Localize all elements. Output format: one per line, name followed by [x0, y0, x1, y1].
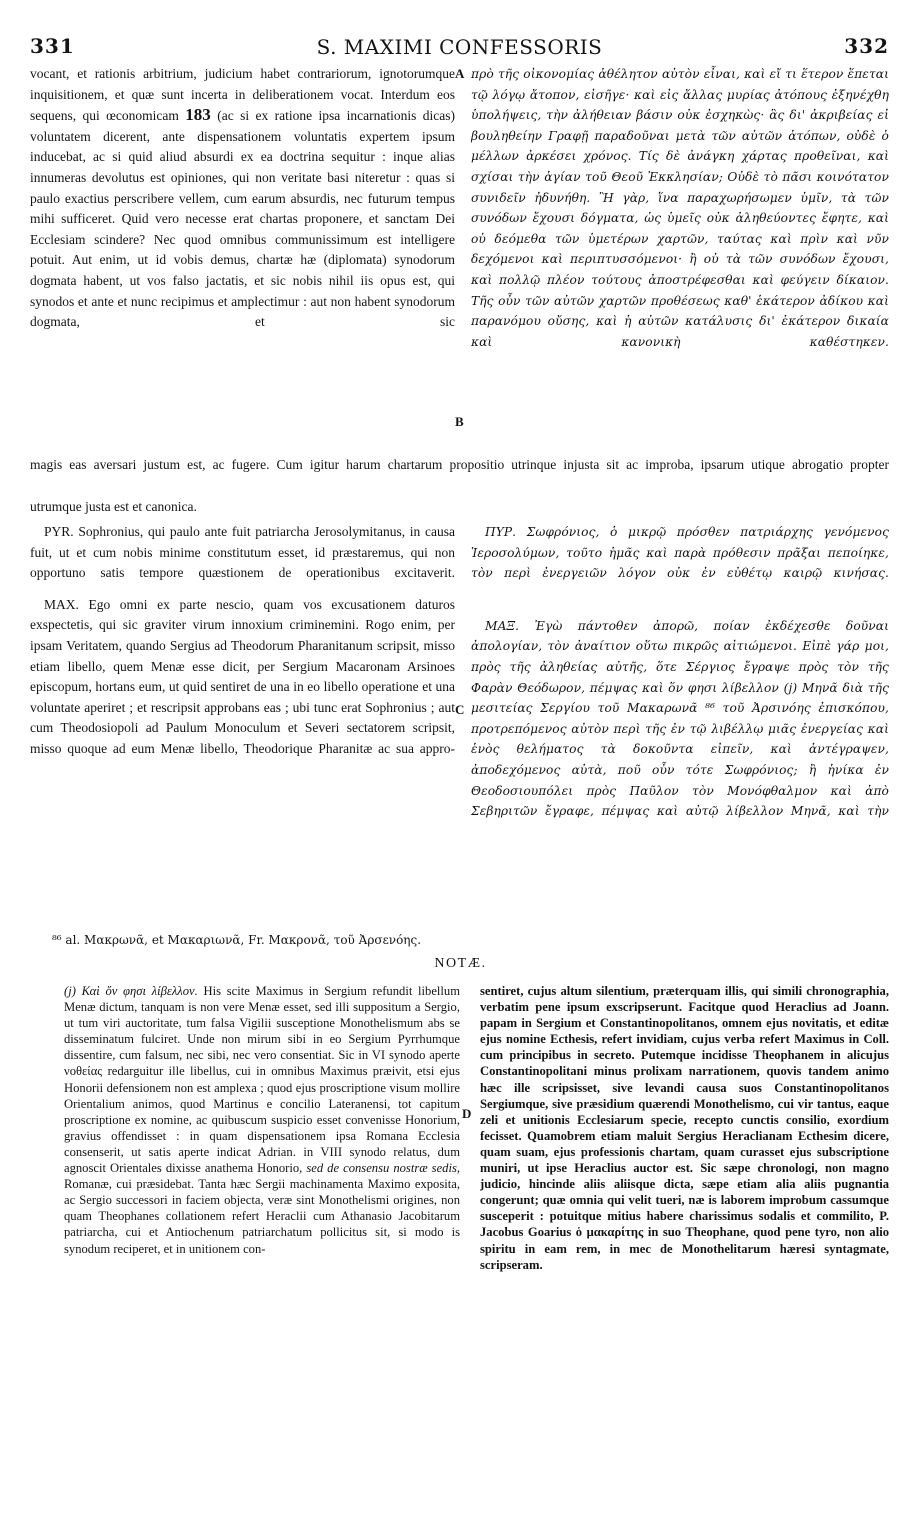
greek-paragraph-max: ΜΑΞ. Ἐγὼ πάντοθεν ἀπορῶ, ποίαν ἐκδέχεσθε δοῦναι ἀπολογίαν, τὸν ἀναίτιον οὕτω πικρῶς αἰτιώμενοι. Εἰπὲ γάρ μοι, πρὸς τῆς ἀληθείας αὐτῆς, ὅτε Σέργιος ἔγραψε πρὸς τὸν τῆς Φαρὰν Θεόδωρον, πέμψας καὶ ὅν φησι λίβελλον (j) Μηνᾶ διὰ τῆς μεσιτείας Σεργίου τοῦ Μακαρωνᾶ ⁸⁶ τοῦ Ἀρσινόης ἐπισκόπου, προτρεπόμενος αὐτὸν περὶ τῆς ἐν τῷ λιβέλλῳ μιᾶς ἐνεργείας καὶ ἑνὸς θελήματος τὰ δοκοῦντα εἰπεῖν, καὶ ἀντέγραψεν, ἀποδεχόμενος αὐτὰ, ποῦ οὖν τότε Σωφρόνιος; ἢ ἡνίκα ἐν Θεοδοσιουπόλει πρὸς Παῦλον τὸν Μονόφθαλμον καὶ ἀπὸ Σεβηριτῶν ἔγραφε, πέμψας καὶ αὐτῷ λίβελλον Μηνᾶ, καὶ τὴν: [471, 618, 889, 819]
latin-column-bottom: [30, 522, 455, 922]
latin-line-end: utrumque justa est et canonica.: [30, 499, 197, 514]
notae-heading: NOTÆ.: [434, 956, 487, 971]
greek-paragraph-pyr: ΠΥΡ. Σωφρόνιος, ὁ μικρῷ πρόσθεν πατριάρχης γενόμενος Ἱεροσολύμων, τοῦτο ἡμᾶς καὶ παρὰ πρόθεσιν πρᾶξαι πεποίηκε, τὸν περὶ ἐνεργειῶν λόγον οὐκ ἐν εὐθέτῳ καιρῷ κινήσας.: [471, 525, 889, 581]
running-title: S. MAXIMI CONFESSORIS: [316, 35, 603, 59]
latin-column-top: [30, 64, 455, 454]
note-lemma: (j) Καὶ ὅν φησι λίβελλον.: [64, 984, 198, 998]
marker-c: C: [455, 702, 465, 717]
greek-paragraph-1: πρὸ τῆς οἰκονομίας ἀθέλητον αὐτὸν εἶναι, καὶ εἴ τι ἕτερον ἕπεται τῷ λόγῳ ἄτοπον, εἰσῆγε· καὶ εἰς ἄλλας μυρίας ἀτόπους ἐξηνέχθη ὑπολήψεις, τὴν ἀλήθειαν βάσιν οὐκ ἐσχηκὼς· ἃς δι' ἀκριβείας εἰ βουληθείην Γραφῇ παραδοῦναι μετὰ τῶν αὐτῶν ἀτόπων, οὐδὲ ὁ μέλλων ἀρκέσει χρόνος. Τίς δὲ ἀνάγκη χάρτας προθεῖναι, καὶ σχίσαι τὴν ἁγίαν τοῦ Θεοῦ Ἐκκλησίαν; Οὐδὲ τὸ πᾶσι κοινότατον συνιδεῖν ἠδυνήθη. Ἢ γὰρ, ἵνα παραχωρήσωμεν ὑμῖν, τὰ τῶν συνόδων ἔχουσι δόγματα, ὡς ὑμεῖς οὐκ ἀληθεύοντες ἔφητε, καὶ οὐ δεόμεθα τῶν ὑμετέρων χαρτῶν, ταύτας καὶ πρὶν καὶ νῦν δεχόμενοι καὶ περιπτυσσόμενοι· ἢ οὐ τὰ τῶν συνόδων ἔχουσι, καὶ πολλῷ πλέον τούτους ἀποστρέφεσθαι καὶ φεύγειν δίκαιον. Τῆς οὖν τῶν αὐτῶν χαρτῶν προθέσεως καθ' ἑκάτερον ἀδίκου καὶ παρανόμου οὔσης, καὶ ἡ αὐτῶν κατάλυσις δι' ἑκάτερον δικαία καὶ κανονικὴ καθέστηκεν.: [471, 67, 889, 349]
marker-a: A: [455, 66, 465, 81]
margin-page-number: 183: [185, 105, 211, 125]
latin-paragraph-1: vocant, et rationis arbitrium, judicium habet contrariorum, ignotorumque inquisitionem, et quæ sunt incerta in deliberationem vocat. Interdum eos sequens, qui œconomicam 183 (ac si ex ratione ipsa incarnationis dicas) voluntatem dicerent, ante dispensationem voluntatis expertem ipsum inducebat, ac si quid aliud absurdi ex ea doctrina sequitur : inque alias innumeras devolutus est opiniones, qui non veritate basi niteretur : quas si paulo exactius perscribere vellem, cum earum absurdis, nec futurum tempus mihi sufficeret. Quid vero necesse erat chartas proponere, et sanctam Dei Ecclesiam scindere? Nec quod omnibus communissimum est intelligere potuit. Aut enim, ut id vobis demus, chartæ hæ (diplomata) synodorum dogmata habent, ut vos falso jactatis, et sic nobis nihil iis opus est, qui synodos et ante et nunc recipimus et amplectimur : aut non habent synodorum dogmata, et sic: [30, 66, 455, 330]
footnote-86: ⁸⁶ al. Μακρωνᾶ, et Μακαριωνᾶ, Fr. Μακρονᾶ, τοῦ Ἀρσενόης.: [52, 933, 422, 947]
right-page-number: 332: [844, 34, 889, 58]
left-page-number: 331: [30, 34, 75, 58]
marker-b: B: [455, 414, 464, 429]
latin-paragraph-max: MAX. Ego omni ex parte nescio, quam vos excusationem daturos exspectetis, qui sic graviter virum innoxium criminemini. Rogo enim, per ipsam Veritatem, quando Sergius ad Theodorum Pharanitanum scripsit, misso etiam libello, quem Menæ esse dicit, per Sergium Macaronam Arsinoes episcopum, hortans eum, ut quid sentiret de una in eo libello operatione et una voluntate aperiret ; et rescripsit approbans eas ; ubi tunc erat Sophronius ; aut cum Theodosiopoli ad Paulum Monoculum et Severi sectatorem scripsit, misso quoque ad eum Menæ libello, Theodorique Pharanitæ ac sua appro-: [30, 596, 455, 756]
greek-column-bottom: [471, 522, 889, 922]
marker-d: D: [462, 1106, 472, 1121]
greek-column-top: [471, 64, 889, 454]
notes-left-column: (j) Καὶ ὅν φησι λίβελλον. His scite Maximus in Sergium refundit libellum Menæ dictum, tanquam is non vere Menæ esset, sed illi suppositum a Sergio, ut tum viri auctoritate, tum falsa Vigilii susceptione Monothelismum abs se disseminatum fulciret. Unde non mirum sibi in eo Sergium Pyrrhumque dissentire, cum falsum, nec sibi, nec vero consentiat. Sic in VI synodo aperte νοθείας redarguitur ille libellus, cui in omnibus Maximus præivit, etsi ejus Honorii defensionem non est amplexa ; quod ejus proscriptione visum mollire Orientalium animos, quod Martinus e concilio Lateranensi, tot capitum proscriptione ex nomine, ac quibuscum suspicio esset convenisse Honorium, gravius offendisset : in quam dispensationem ipsa Romana Ecclesia consenserit, ut satis aperte indicat Adrian. in VIII synodo relatus, dum agnoscit Orientales dixisse anathema Honorio, sed de consensu nostræ sedis, Romanæ, cui præsidebat. Tanta hæc Sergii machinamenta Maximo exposita, ac Sergio successori in faciem objecta, veræ sint Monothelismi origines, non quam Theophanes collationem refert Heraclii cum Athanasio Jacobitarum patriarcha, cui et Antiochenum patriarchatum pollicitus sit, si modo is synodum reciperet, et in unitionem con-: [64, 984, 460, 1256]
notes-right-column: sentiret, cujus altum silentium, præterquam illis, qui simili chronographia, verbatim pene ipsum exscripserunt. Facitque quod Heraclius ad Joann. papam in Sergium et Constantinopolitanos, omnem ejus novitatis, et editæ ejus nomine Ecthesis, refert invidiam, cujus verba refert Maximus in Coll. cum principibus in secreto. Putemque incidisse Theophanem in alicujus Constantinopolitani minus prolixam narrationem, quovis tandem animo hæc ille scripsisset, sive levandi causa suos Constantinopolitanos Sergiumque, sive præsidium quærendi Monothelismo, cui vir tantus, eaque zeli et unitionis Ecclesiarum specie, recepto cunctis consilio, exordium fecisset. Quamobrem etiam maluit Sergius Heraclianam Ecthesim dicere, quam suam, ejus professionis chartam, quam curasset ejus subscriptione muniri, ut ipse Heraclius auctor est. Sic sæpe chronologi, non magno judicio, hincinde aliis aliisque dicta, sæpe etiam alia aliis pugnantia congerunt; quæ omnia qui velit tueri, næ is laborem improbum cassumque susceperit : potuitque mitius habere charissimus sodalis et commilito, P. Jacobus Goarius ὁ μακαρίτης in suo Theophane, quod pene tyro, non alio spiritu in eam rem, in mec de Monothelitarum hæresi syntagmate, scripseram.: [480, 984, 889, 1272]
latin-paragraph-pyr: PYR. Sophronius, qui paulo ante fuit patriarcha Jerosolymitanus, in causa fuit, ut et cum nobis minime constitutum esset, id præstaremus, qui non opportuno satis tempore quæstionem de operationibus excitaverit.: [30, 524, 455, 581]
running-header: [30, 34, 889, 62]
latin-spanning-line: magis eas aversari justum est, ac fugere. Cum igitur harum chartarum propositio utrinque injusta sit ac improba, ipsarum utique abrogatio propter: [30, 457, 889, 472]
